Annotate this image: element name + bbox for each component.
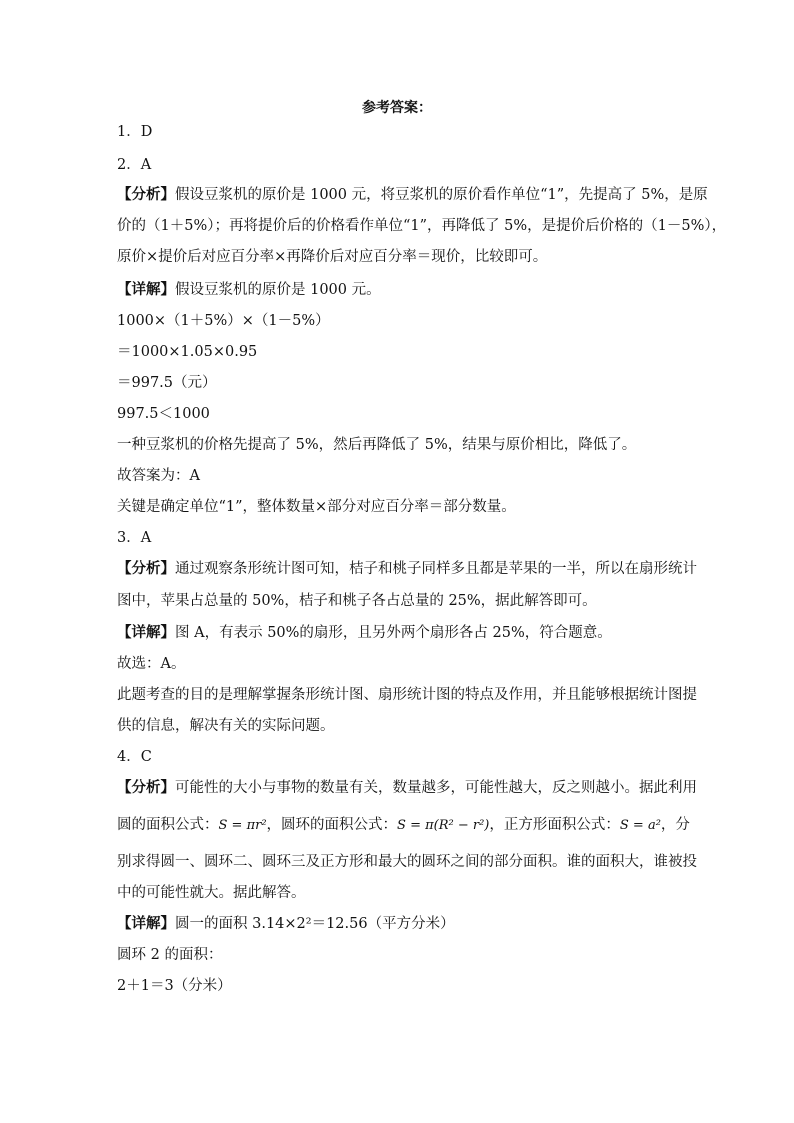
q3-detail-line xyxy=(117,623,697,643)
q4-analysis-line-3: 别求得圆一、圆环二、圆环三及正方形和最大的圆环之间的部分面积。谁的面积大，谁被投 xyxy=(117,854,697,870)
analysis-text: 可能性的大小与事物的数量有关，数量越多，可能性越大，反之则越小。据此利用 xyxy=(175,780,697,796)
formula-text-1: 圆的面积公式： xyxy=(117,817,219,833)
q2-calc-line-2: ＝1000×1.05×0.95 xyxy=(117,344,258,360)
q2-analysis-line-3: 原价×提价后对应百分率×再降价后对应百分率＝现价，比较即可。 xyxy=(117,249,548,265)
formula-text-2: ，圆环的面积公式： xyxy=(266,817,398,833)
answer-q3: 3．A xyxy=(117,530,152,546)
square-area-formula: S = a² xyxy=(619,818,661,833)
q3-analysis-line-1 xyxy=(117,559,697,579)
circle-area-formula: S = πr² xyxy=(218,818,267,833)
detail-text: 假设豆浆机的原价是 1000 元。 xyxy=(175,282,381,298)
analysis-tag: 【分析】 xyxy=(117,560,175,577)
ring-area-formula: S = π(R² − r²) xyxy=(397,818,490,833)
answer-q2: 2．A xyxy=(117,157,152,173)
q4-detail-line xyxy=(117,914,697,934)
q3-note-line-2: 供的信息，解决有关的实际问题。 xyxy=(117,718,335,734)
q3-answer: 故选：A。 xyxy=(117,656,186,672)
q2-analysis-line-1 xyxy=(117,185,708,205)
q3-analysis-line-2: 图中，苹果占总量的 50%，桔子和桃子各占总量的 25%，据此解答即可。 xyxy=(117,593,597,609)
q4-formula-line xyxy=(117,815,697,836)
q4-calc-line-2: 圆环 2 的面积： xyxy=(117,947,223,963)
answer-q1: 1．D xyxy=(117,124,153,140)
q2-analysis-line-2: 价的（1＋5%）；再将提价后的价格看作单位“1”，再降低了 5%，是提价后价格的（1－5%）， xyxy=(117,218,727,234)
q2-calc-line-3: ＝997.5（元） xyxy=(117,375,217,391)
detail-tag: 【详解】 xyxy=(117,915,175,932)
q4-analysis-line-4: 中的可能性就大。据此解答。 xyxy=(117,885,306,901)
answer-q4: 4．C xyxy=(117,749,152,765)
detail-text: 图 A，有表示 50%的扇形，且另外两个扇形各占 25%，符合题意。 xyxy=(175,625,612,641)
page-title: 参考答案： xyxy=(362,100,432,116)
q2-answer: 故答案为：A xyxy=(117,468,200,484)
analysis-text: 通过观察条形统计图可知，桔子和桃子同样多且都是苹果的一半，所以在扇形统计 xyxy=(175,561,697,577)
q2-detail-line xyxy=(117,280,697,300)
q4-calc-line-3: 2＋1＝3（分米） xyxy=(117,978,232,994)
detail-tag: 【详解】 xyxy=(117,281,175,298)
formula-text-3: ，正方形面积公式： xyxy=(489,817,620,833)
detail-text: 圆一的面积 3.14×2²＝12.56（平方分米） xyxy=(175,916,455,932)
analysis-text: 假设豆浆机的原价是 1000 元，将豆浆机的原价看作单位“1”，先提高了 5%，是原 xyxy=(175,187,708,203)
detail-tag: 【详解】 xyxy=(117,624,175,641)
q2-calc-line-1: 1000×（1＋5%）×（1－5%） xyxy=(117,313,330,329)
q4-analysis-line-1 xyxy=(117,778,697,798)
q2-calc-line-4: 997.5＜1000 xyxy=(117,406,210,422)
formula-text-4: ，分 xyxy=(660,817,690,833)
q3-note-line-1: 此题考查的目的是理解掌握条形统计图、扇形统计图的特点及作用，并且能够根据统计图提 xyxy=(117,687,697,703)
q2-key-point: 关键是确定单位“1”，整体数量×部分对应百分率＝部分数量。 xyxy=(117,499,516,515)
analysis-tag: 【分析】 xyxy=(117,779,175,796)
q2-conclusion: 一种豆浆机的价格先提高了 5%，然后再降低了 5%，结果与原价相比，降低了。 xyxy=(117,437,637,453)
analysis-tag: 【分析】 xyxy=(117,186,175,203)
